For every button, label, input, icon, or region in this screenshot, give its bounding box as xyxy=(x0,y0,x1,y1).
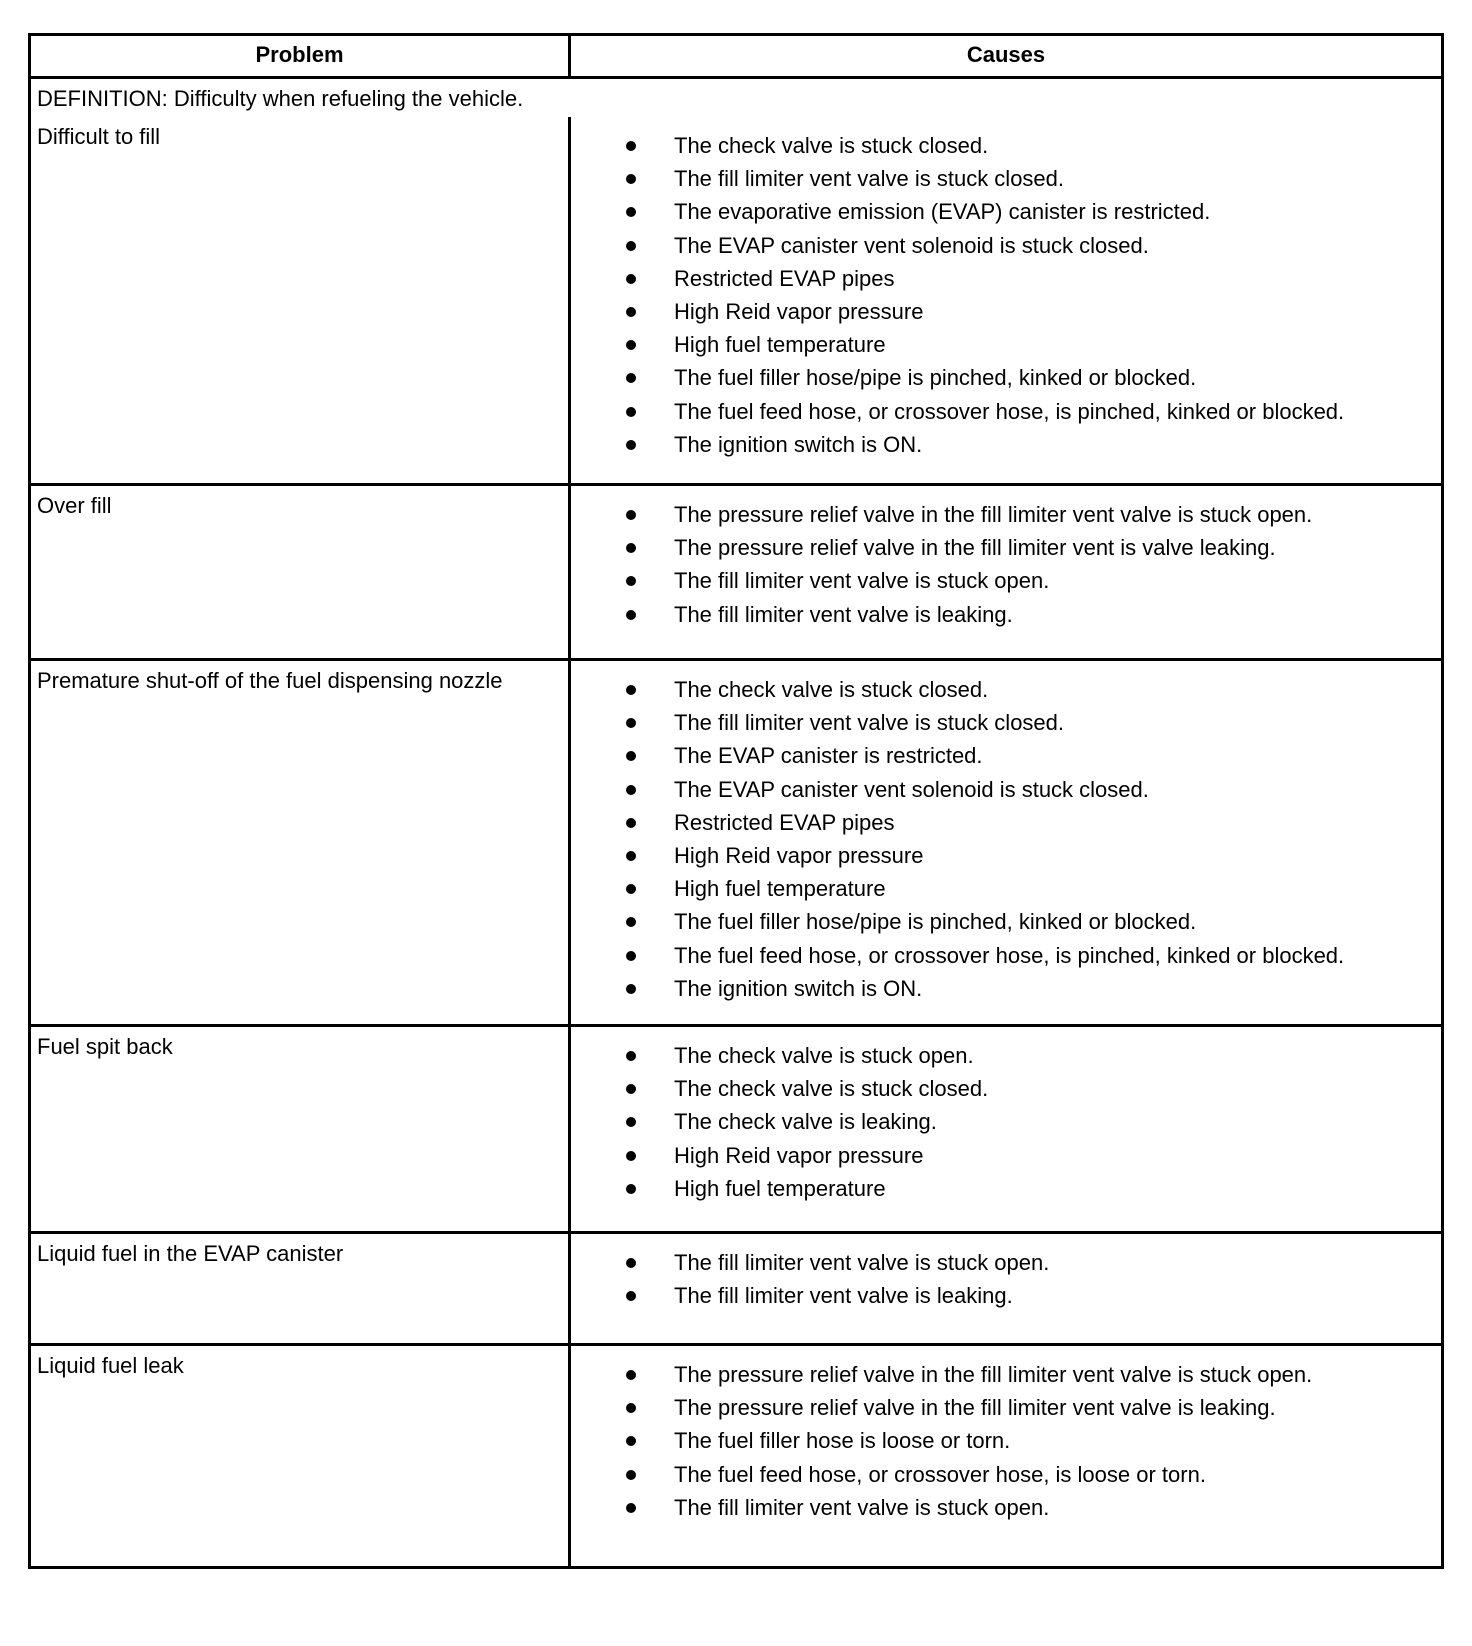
cause-text: High Reid vapor pressure xyxy=(674,843,924,869)
problem-cell: Difficult to fill xyxy=(31,117,571,483)
list-item xyxy=(571,598,1441,631)
cause-text: The ignition switch is ON. xyxy=(674,975,923,1001)
list-item xyxy=(571,1246,1441,1279)
bullet-icon xyxy=(626,1403,636,1413)
cause-text: The fuel feed hose, or crossover hose, is pinched, kinked or blocked. xyxy=(674,398,1345,424)
list-item xyxy=(571,564,1441,597)
list-item xyxy=(571,428,1441,461)
cause-text: High Reid vapor pressure xyxy=(674,1142,924,1168)
list-item xyxy=(571,806,1441,839)
list-item xyxy=(571,1491,1441,1524)
bullet-icon xyxy=(626,818,636,828)
bullet-icon xyxy=(626,751,636,761)
causes-cell xyxy=(571,1234,1441,1343)
problem-cell: Liquid fuel leak xyxy=(31,1346,571,1566)
cause-text: The fuel feed hose, or crossover hose, is pinched, kinked or blocked. xyxy=(674,942,1345,968)
problem-cell: Fuel spit back xyxy=(31,1027,571,1231)
bullet-icon xyxy=(626,984,636,994)
cause-text: The fuel filler hose/pipe is pinched, kinked or blocked. xyxy=(674,365,1197,391)
header-causes: Causes xyxy=(966,42,1046,67)
cause-text: The EVAP canister vent solenoid is stuck closed. xyxy=(674,232,1149,258)
bullet-icon xyxy=(626,207,636,217)
table-row xyxy=(31,1343,1441,1566)
cause-text: The fill limiter vent valve is leaking. xyxy=(674,601,1013,627)
bullet-icon xyxy=(626,407,636,417)
list-item xyxy=(571,1279,1441,1312)
bullet-icon xyxy=(626,1291,636,1301)
causes-list xyxy=(571,129,1441,461)
cause-text: The fill limiter vent valve is stuck open. xyxy=(674,1250,1050,1275)
list-item xyxy=(571,739,1441,772)
table-body xyxy=(31,117,1441,1566)
header-problem: Problem xyxy=(31,36,571,76)
bullet-icon xyxy=(626,851,636,861)
cause-text: Restricted EVAP pipes xyxy=(674,265,895,291)
bullet-icon xyxy=(626,951,636,961)
bullet-icon xyxy=(626,274,636,284)
cause-text: High Reid vapor pressure xyxy=(674,299,924,325)
cause-text: The EVAP canister vent solenoid is stuck closed. xyxy=(674,776,1149,802)
definition-text: DEFINITION: Difficulty when refueling the vehicle. xyxy=(37,86,524,111)
bullet-icon xyxy=(626,340,636,350)
bullet-icon xyxy=(626,1370,636,1380)
bullet-icon xyxy=(626,576,636,586)
causes-cell xyxy=(571,486,1441,658)
problem-cell: Premature shut-off of the fuel dispensing nozzle xyxy=(31,661,571,1024)
table-row xyxy=(31,483,1441,658)
list-item xyxy=(571,1172,1441,1205)
list-item xyxy=(571,1424,1441,1457)
list-item xyxy=(571,706,1441,739)
cause-text: The pressure relief valve in the fill limiter vent is valve leaking. xyxy=(674,535,1276,561)
cause-text: The fuel filler hose is loose or torn. xyxy=(674,1428,1011,1454)
cause-text: The check valve is stuck closed. xyxy=(674,1076,989,1102)
list-item xyxy=(571,262,1441,295)
bullet-icon xyxy=(626,917,636,927)
table-header-row xyxy=(31,36,1441,76)
list-item xyxy=(571,531,1441,564)
bullet-icon xyxy=(626,884,636,894)
list-item xyxy=(571,395,1441,428)
bullet-icon xyxy=(626,1084,636,1094)
list-item xyxy=(571,229,1441,262)
causes-list xyxy=(571,1358,1441,1524)
bullet-icon xyxy=(626,610,636,620)
problem-cell: Over fill xyxy=(31,486,571,658)
definition-row xyxy=(31,76,1441,117)
list-item xyxy=(571,1391,1441,1424)
causes-list xyxy=(571,1246,1441,1312)
list-item xyxy=(571,328,1441,361)
cause-text: High fuel temperature xyxy=(674,332,886,358)
cause-text: The fill limiter vent valve is stuck closed. xyxy=(674,710,1065,736)
list-item xyxy=(571,1105,1441,1138)
causes-cell xyxy=(571,117,1441,483)
cause-text: The ignition switch is ON. xyxy=(674,431,923,457)
bullet-icon xyxy=(626,241,636,251)
causes-list xyxy=(571,1039,1441,1205)
cause-text: The pressure relief valve in the fill limiter vent valve is leaking. xyxy=(674,1395,1276,1421)
list-item xyxy=(571,162,1441,195)
bullet-icon xyxy=(626,1184,636,1194)
bullet-icon xyxy=(626,543,636,553)
causes-list xyxy=(571,673,1441,1005)
cause-text: Restricted EVAP pipes xyxy=(674,809,895,835)
list-item xyxy=(571,972,1441,1005)
list-item xyxy=(571,939,1441,972)
cause-text: The check valve is stuck closed. xyxy=(674,677,989,702)
bullet-icon xyxy=(626,1151,636,1161)
cause-text: High fuel temperature xyxy=(674,876,886,902)
bullet-icon xyxy=(626,440,636,450)
list-item xyxy=(571,1139,1441,1172)
diagnostic-table xyxy=(28,33,1444,1569)
cause-text: The fill limiter vent valve is stuck open. xyxy=(674,1494,1050,1520)
causes-cell xyxy=(571,661,1441,1024)
bullet-icon xyxy=(626,510,636,520)
bullet-icon xyxy=(626,685,636,695)
causes-cell xyxy=(571,1027,1441,1231)
problem-cell: Liquid fuel in the EVAP canister xyxy=(31,1234,571,1343)
table-row xyxy=(31,1024,1441,1231)
causes-list xyxy=(571,498,1441,631)
list-item xyxy=(571,839,1441,872)
bullet-icon xyxy=(626,307,636,317)
list-item xyxy=(571,195,1441,228)
table-row xyxy=(31,117,1441,483)
list-item xyxy=(571,905,1441,938)
cause-text: The check valve is stuck open. xyxy=(674,1043,974,1068)
list-item xyxy=(571,1039,1441,1072)
cause-text: The fuel feed hose, or crossover hose, is loose or torn. xyxy=(674,1461,1206,1487)
list-item xyxy=(571,872,1441,905)
cause-text: The fuel filler hose/pipe is pinched, kinked or blocked. xyxy=(674,909,1197,935)
list-item xyxy=(571,1072,1441,1105)
cause-text: High fuel temperature xyxy=(674,1175,886,1201)
cause-text: The check valve is stuck closed. xyxy=(674,133,989,158)
bullet-icon xyxy=(626,718,636,728)
list-item xyxy=(571,673,1441,706)
list-item xyxy=(571,361,1441,394)
bullet-icon xyxy=(626,141,636,151)
cause-text: The fill limiter vent valve is stuck closed. xyxy=(674,166,1065,192)
list-item xyxy=(571,129,1441,162)
bullet-icon xyxy=(626,785,636,795)
bullet-icon xyxy=(626,1503,636,1513)
causes-cell xyxy=(571,1346,1441,1566)
list-item xyxy=(571,295,1441,328)
bullet-icon xyxy=(626,1117,636,1127)
cause-text: The fill limiter vent valve is stuck open. xyxy=(674,568,1050,594)
bullet-icon xyxy=(626,1436,636,1446)
cause-text: The pressure relief valve in the fill limiter vent valve is stuck open. xyxy=(674,502,1313,527)
cause-text: The check valve is leaking. xyxy=(674,1109,937,1135)
bullet-icon xyxy=(626,373,636,383)
bullet-icon xyxy=(626,1258,636,1268)
table-row xyxy=(31,658,1441,1024)
bullet-icon xyxy=(626,1470,636,1480)
cause-text: The pressure relief valve in the fill limiter vent valve is stuck open. xyxy=(674,1362,1313,1387)
list-item xyxy=(571,498,1441,531)
cause-text: The fill limiter vent valve is leaking. xyxy=(674,1283,1013,1309)
list-item xyxy=(571,773,1441,806)
bullet-icon xyxy=(626,174,636,184)
bullet-icon xyxy=(626,1051,636,1061)
cause-text: The evaporative emission (EVAP) canister is restricted. xyxy=(674,199,1211,225)
list-item xyxy=(571,1458,1441,1491)
cause-text: The EVAP canister is restricted. xyxy=(674,743,983,769)
list-item xyxy=(571,1358,1441,1391)
table-row xyxy=(31,1231,1441,1343)
